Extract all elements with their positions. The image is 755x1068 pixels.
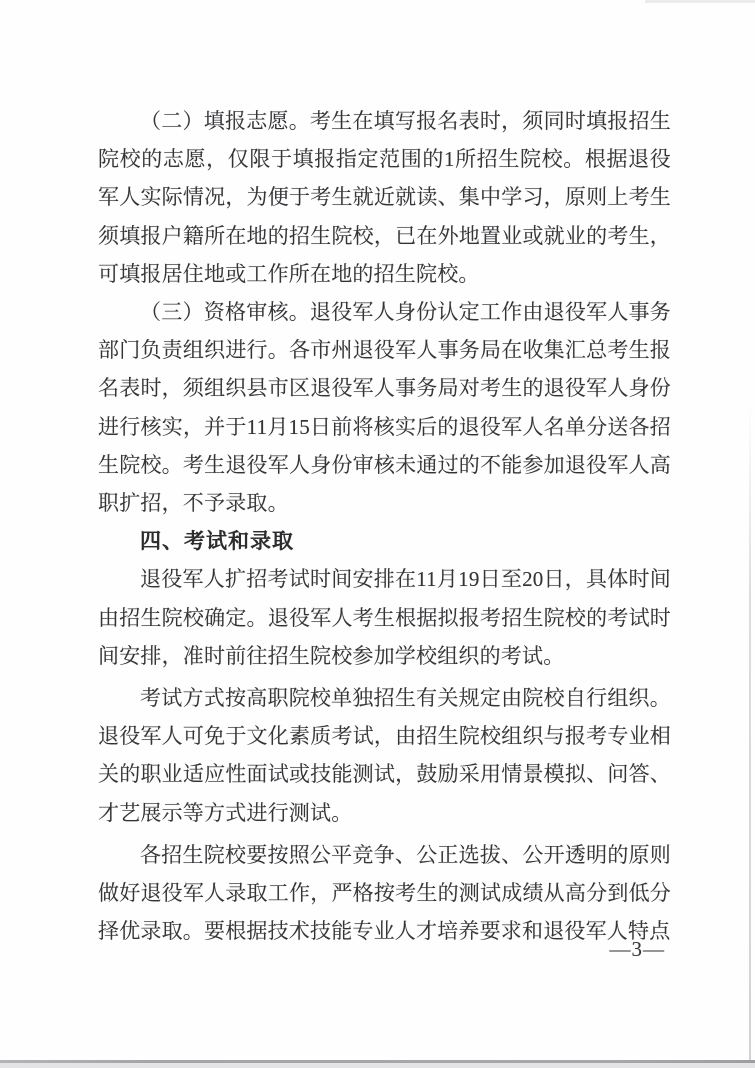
scan-edge-top: [645, 0, 755, 3]
section-heading-exam-and-admission: 四、考试和录取: [140, 529, 294, 554]
scan-edge-right: [749, 400, 751, 1068]
paragraph-qualification-review: （三）资格审核。退役军人身份认定工作由退役军人事务部门负责组织进行。各市州退役军人事务局在收集汇总考生报名表时，须组织县市区退役军人事务局对考生的退役军人身份进行核实，并于11月15日前将核实后的退役军人名单分送各招生院校。考生退役军人身份审核未通过的不能参加退役军人高职扩招，不予录取。: [98, 300, 671, 516]
paragraph-fill-volunteer: （二）填报志愿。考生在填写报名表时，须同时填报招生院校的志愿，仅限于填报指定范围的1所招生院校。根据退役军人实际情况，为便于考生就近就读、集中学习，原则上考生须填报户籍所在地的招生院校，已在外地置业或就业的考生，可填报居住地或工作所在地的招生院校。: [98, 109, 671, 286]
document-body: [98, 102, 671, 950]
scan-edge-bottom-shadow: [0, 1063, 755, 1068]
paragraph-exam-method: 考试方式按高职院校单独招生有关规定由院校自行组织。退役军人可免于文化素质考试，由招生院校组织与报考专业相关的职业适应性面试或技能测试，鼓励采用情景模拟、问答、才艺展示等方式进行测试。: [98, 686, 671, 825]
paragraph-admission-principles: 各招生院校要按照公平竞争、公正选拔、公开透明的原则做好退役军人录取工作，严格按考生的测试成绩从高分到低分择优录取。要根据技术技能专业人才培养要求和退役军人特点: [98, 842, 671, 944]
paragraph-exam-schedule: 退役军人扩招考试时间安排在11月19日至20日，具体时间由招生院校确定。退役军人考生根据拟报考招生院校的考试时间安排，准时前往招生院校参加学校组织的考试。: [98, 567, 671, 668]
page-number: —3—: [609, 937, 665, 961]
